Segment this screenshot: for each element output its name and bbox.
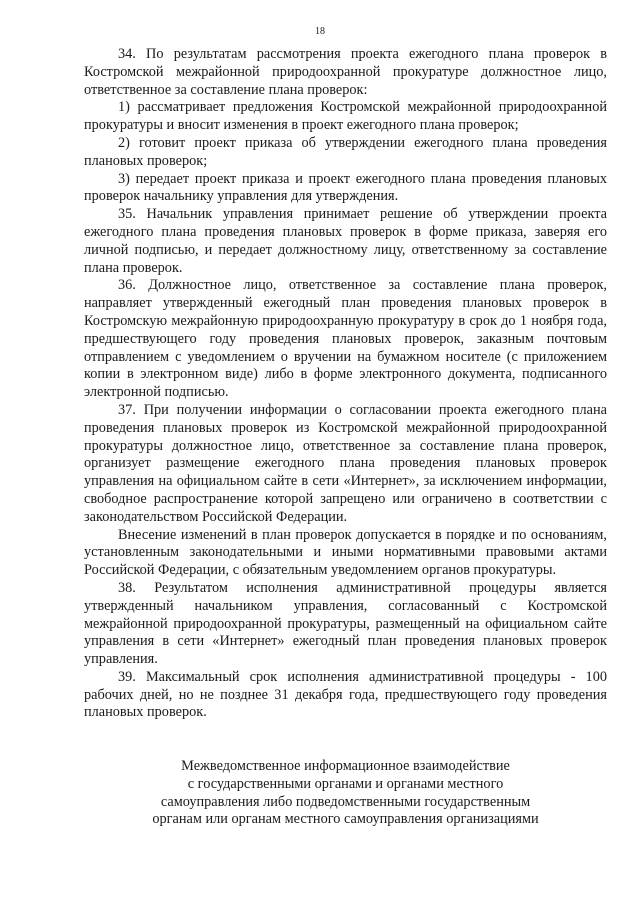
- document-body: [84, 46, 607, 722]
- section-heading-line: органам или органам местного самоуправления организациями: [152, 811, 539, 828]
- paragraph-38: 38. Результатом исполнения административной процедуры является утвержденный начальником управления, согласованный с Костромской межрайонной природоохранной прокуратуры, размещенный на официальном сайте управления в сети «Интернет» ежегодный план проведения плановых проверок управления.: [84, 579, 607, 668]
- section-heading-line: Межведомственное информационное взаимодействие: [181, 758, 510, 774]
- paragraph-37-amendments: Внесение изменений в план проверок допускается в порядке и по основаниям, установленным законодательными и иными нормативными правовыми актами Российской Федерации, с обязательным уведомлением органов прокуратуры.: [84, 526, 607, 579]
- paragraph-34-item-1: 1) рассматривает предложения Костромской межрайонной природоохранной прокуратуры и вносит изменения в проект ежегодного плана проверок;: [84, 99, 607, 134]
- section-heading-line: с государственными органами и органами местного: [187, 775, 504, 792]
- paragraph-34-item-2: 2) готовит проект приказа об утверждении ежегодного плана проведения плановых проверок;: [84, 134, 607, 169]
- paragraph-37: 37. При получении информации о согласовании проекта ежегодного плана проведения плановых проверок из Костромской межрайонной природоохранной прокуратуры должностное лицо, ответственное за составление плана проверок, организует размещение ежегодного плана проведения плановых проверок управления на официальном сайте в сети «Интернет», за исключением информации, свободное распространение которой запрещено или ограничено в соответствии с законодательством Российской Федерации.: [84, 401, 607, 525]
- page-number: 18: [315, 26, 325, 37]
- paragraph-34-item-3: 3) передает проект приказа и проект ежегодного плана проведения плановых проверок начальнику управления для утверждения.: [84, 170, 607, 205]
- paragraph-36: 36. Должностное лицо, ответственное за составление плана проверок, направляет утвержденный ежегодный план проведения плановых проверок в Костромскую межрайонную природоохранную прокуратуру в срок до 1 ноября года, предшествующего году проведения плановых проверок, заказным почтовым отправлением с уведомлением о вручении на бумажном носителе (с приложением копии в электронном виде) либо в форме электронного документа, подписанного электронной подписью.: [84, 277, 607, 401]
- section-heading-line: самоуправления либо подведомственными государственным: [160, 793, 531, 810]
- paragraph-34-intro: 34. По результатам рассмотрения проекта ежегодного плана проверок в Костромской межрайонной природоохранной прокуратуре должностное лицо, ответственное за составление плана проверок:: [84, 46, 607, 98]
- section-heading: [84, 758, 607, 829]
- paragraph-39: 39. Максимальный срок исполнения административной процедуры - 100 рабочих дней, но не позднее 31 декабря года, предшествующего году проведения плановых проверок.: [84, 668, 607, 721]
- paragraph-35: 35. Начальник управления принимает решение об утверждении проекта ежегодного плана проведения плановых проверок в форме приказа, заверяя его личной подписью, и передает должностному лицу, ответственному за составление плана проверок.: [84, 206, 607, 276]
